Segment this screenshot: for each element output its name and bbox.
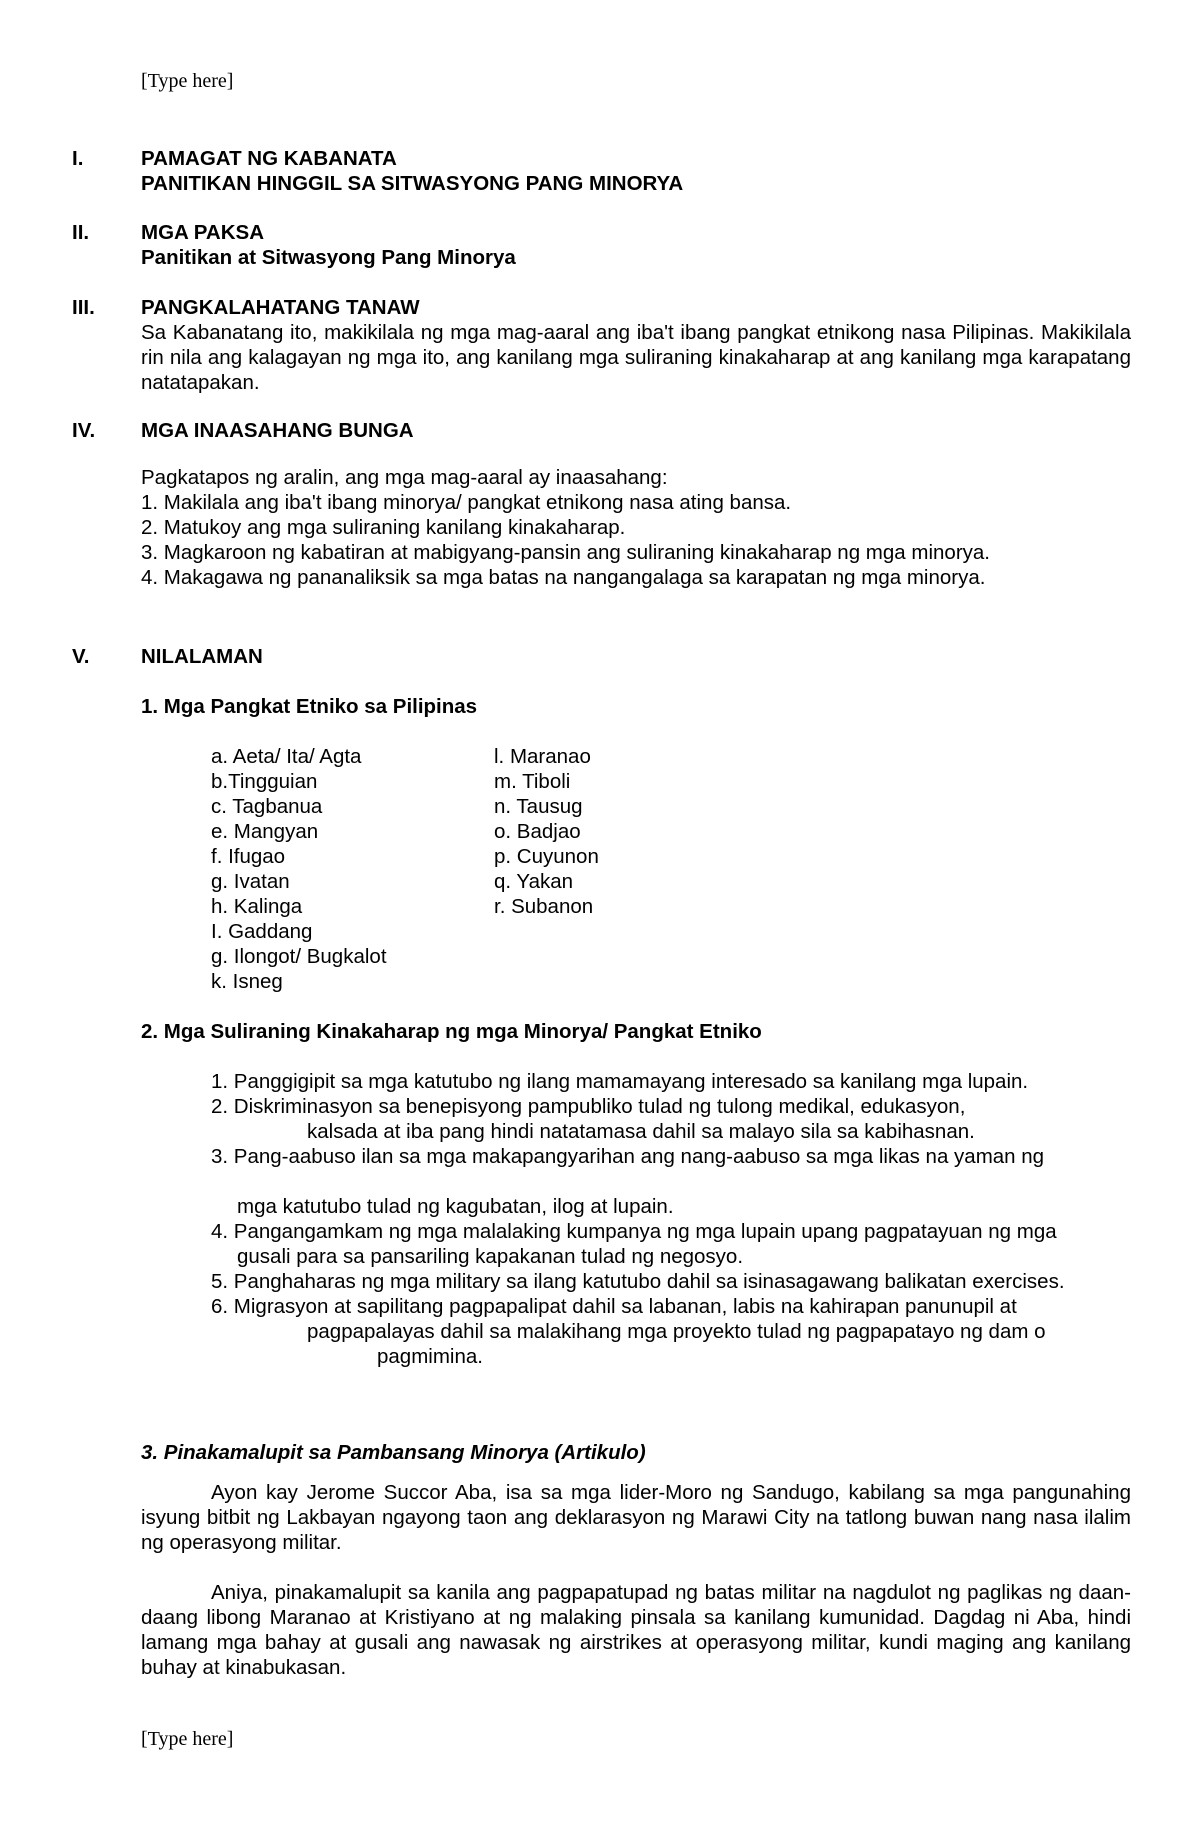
ethnic-groups-right-column bbox=[494, 744, 599, 919]
section-numeral: I. bbox=[72, 147, 84, 170]
problem-item: 5. Panghaharas ng mga military sa ilang katutubo dahil sa isinasagawang balikatan exercises. bbox=[211, 1270, 1065, 1293]
list-item: p. Cuyunon bbox=[494, 845, 599, 868]
problem-item-continuation: pagpapalayas dahil sa malakihang mga proyekto tulad ng pagpapatayo ng dam o bbox=[307, 1320, 1046, 1343]
list-item: c. Tagbanua bbox=[211, 795, 323, 818]
section-numeral: IV. bbox=[72, 419, 96, 442]
list-item: h. Kalinga bbox=[211, 895, 303, 918]
list-item: n. Tausug bbox=[494, 795, 583, 818]
section-title: PAMAGAT NG KABANATA bbox=[141, 147, 397, 170]
problem-item: 2. Diskriminasyon sa benepisyong pampubliko tulad ng tulong medikal, edukasyon, bbox=[211, 1095, 966, 1118]
list-item: 4. Makagawa ng pananaliksik sa mga batas na nangangalaga sa karapatan ng mga minorya. bbox=[141, 566, 986, 589]
article-paragraph bbox=[141, 1580, 1131, 1680]
section-title: NILALAMAN bbox=[141, 645, 263, 668]
section-title: MGA PAKSA bbox=[141, 221, 264, 244]
problem-item: 6. Migrasyon at sapilitang pagpapalipat dahil sa labanan, labis na kahirapan panunupil at bbox=[211, 1295, 1017, 1318]
problem-item-continuation: pagmimina. bbox=[377, 1345, 483, 1368]
ethnic-groups-left-column bbox=[211, 744, 387, 994]
list-item: b.Tingguian bbox=[211, 770, 318, 793]
problems-heading: 2. Mga Suliraning Kinakaharap ng mga Minorya/ Pangkat Etniko bbox=[141, 1020, 762, 1043]
list-item: a. Aeta/ Ita/ Agta bbox=[211, 745, 362, 768]
problem-item: 4. Pangangamkam ng mga malalaking kumpanya ng mga lupain upang pagpatayuan ng mga bbox=[211, 1220, 1057, 1243]
list-item: e. Mangyan bbox=[211, 820, 319, 843]
header-placeholder[interactable]: [Type here] bbox=[141, 70, 234, 92]
list-item: l. Maranao bbox=[494, 745, 591, 768]
list-item: 3. Magkaroon ng kabatiran at mabigyang-pansin ang suliraning kinakaharap ng mga minorya. bbox=[141, 541, 990, 564]
article-heading: 3. Pinakamalupit sa Pambansang Minorya (Artikulo) bbox=[141, 1441, 646, 1464]
section-title: MGA INAASAHANG BUNGA bbox=[141, 419, 414, 442]
section-numeral: III. bbox=[72, 296, 95, 319]
outcomes-intro: Pagkatapos ng aralin, ang mga mag-aaral ay inaasahang: bbox=[141, 466, 668, 489]
problem-item-continuation: gusali para sa pansariling kapakanan tulad ng negosyo. bbox=[237, 1245, 744, 1268]
section-subtitle: Panitikan at Sitwasyong Pang Minorya bbox=[141, 246, 516, 269]
article-paragraph-text: Aniya, pinakamalupit sa kanila ang pagpapatupad ng batas militar na nagdulot ng paglikas ng daan-daang libong Maranao at Kristiyano at ng malaking pinsala sa kanilang kumunidad. Dagdag ni Aba, hindi lamang mga bahay at gusali ang nawasak ng airstrikes at operasyong militar, kundi maging ang kanilang buhay at kinabukasan. bbox=[141, 1581, 1131, 1679]
list-item: f. Ifugao bbox=[211, 845, 286, 868]
problem-item-continuation: kalsada at iba pang hindi natatamasa dahil sa malayo sila sa kabihasnan. bbox=[307, 1120, 975, 1143]
list-item: m. Tiboli bbox=[494, 770, 571, 793]
problem-item: 3. Pang-aabuso ilan sa mga makapangyarihan ang nang-aabuso sa mga likas na yaman ng bbox=[211, 1145, 1045, 1168]
section-numeral: V. bbox=[72, 645, 90, 668]
list-item: k. Isneg bbox=[211, 970, 283, 993]
problem-item: 1. Panggigipit sa mga katutubo ng ilang mamamayang interesado sa kanilang mga lupain. bbox=[211, 1070, 1029, 1093]
list-item: q. Yakan bbox=[494, 870, 574, 893]
list-item: g. Ivatan bbox=[211, 870, 290, 893]
list-item: g. Ilongot/ Bugkalot bbox=[211, 945, 387, 968]
problem-item-continuation: mga katutubo tulad ng kagubatan, ilog at lupain. bbox=[237, 1195, 674, 1218]
footer-placeholder[interactable]: [Type here] bbox=[141, 1728, 234, 1750]
article-paragraph bbox=[141, 1480, 1131, 1555]
article-paragraph-text: Ayon kay Jerome Succor Aba, isa sa mga lider-Moro ng Sandugo, kabilang sa mga pangunahing isyung bitbit ng Lakbayan ngayong taon ang deklarasyon ng Marawi City na tatlong buwan nang nasa ilalim ng operasyong militar. bbox=[141, 1481, 1131, 1554]
list-item: 1. Makilala ang iba't ibang minorya/ pangkat etnikong nasa ating bansa. bbox=[141, 491, 792, 514]
list-item: r. Subanon bbox=[494, 895, 594, 918]
list-item: 2. Matukoy ang mga suliraning kanilang kinakaharap. bbox=[141, 516, 626, 539]
list-item: o. Badjao bbox=[494, 820, 581, 843]
section-subtitle: PANITIKAN HINGGIL SA SITWASYONG PANG MINORYA bbox=[141, 172, 684, 195]
overview-paragraph: Sa Kabanatang ito, makikilala ng mga mag-aaral ang iba't ibang pangkat etnikong nasa Pilipinas. Makikilala rin nila ang kalagayan ng mga ito, ang kanilang mga suliraning kinakaharap at ang kanilang mga karapatang natatapakan. bbox=[141, 321, 1131, 394]
section-title: PANGKALAHATANG TANAW bbox=[141, 296, 420, 319]
list-item: I. Gaddang bbox=[211, 920, 313, 943]
ethnic-groups-heading: 1. Mga Pangkat Etniko sa Pilipinas bbox=[141, 695, 478, 718]
section-numeral: II. bbox=[72, 221, 90, 244]
